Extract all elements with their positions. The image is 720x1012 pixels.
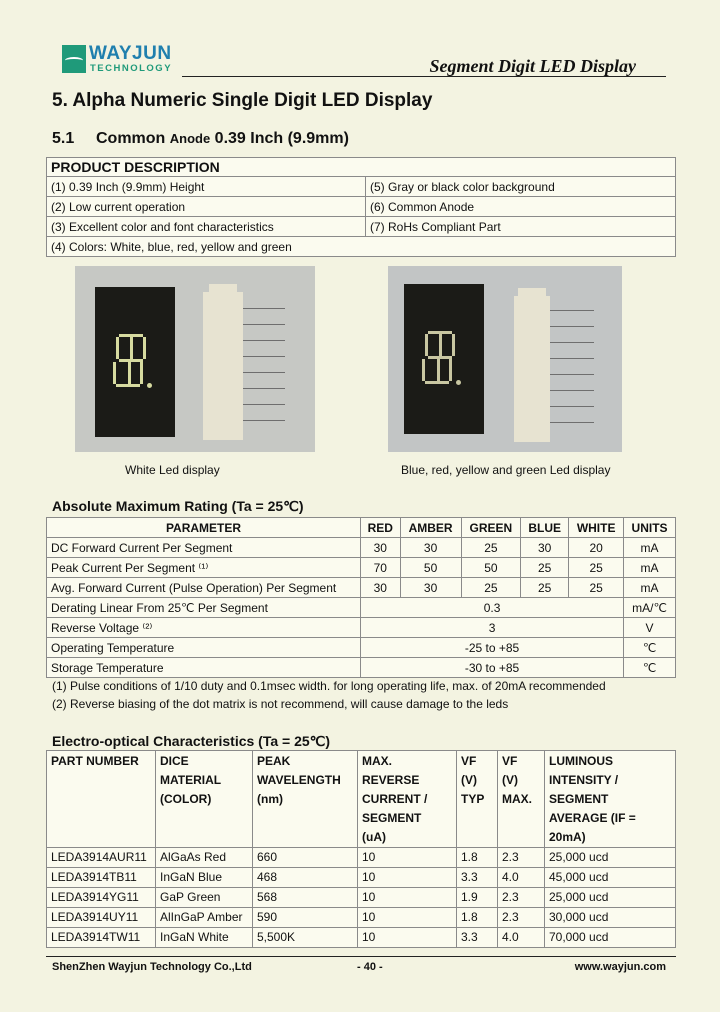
table-cell: 70 xyxy=(361,558,401,578)
column-header xyxy=(498,751,545,848)
product-description-heading: PRODUCT DESCRIPTION xyxy=(47,158,676,177)
table-header-row xyxy=(47,518,676,538)
header-line: MAX. xyxy=(502,792,532,806)
logo-subtitle: TECHNOLOGY xyxy=(90,63,173,74)
table-cell: Derating Linear From 25℃ Per Segment xyxy=(47,598,361,618)
table-cell: 30 xyxy=(400,538,461,558)
amr-title: Absolute Maximum Rating (Ta = 25℃) xyxy=(52,498,304,514)
table-cell: 3 xyxy=(361,618,624,638)
section-title: 5. Alpha Numeric Single Digit LED Display xyxy=(52,90,433,111)
table-cell: 30 xyxy=(361,538,401,558)
footer-url: www.wayjun.com xyxy=(574,961,666,973)
table-cell: 5,500K xyxy=(253,928,358,948)
subsection-text-a: Common xyxy=(96,130,170,147)
amr-note-1: (1) Pulse conditions of 1/10 duty and 0.1msec width. for long operating life, max. of 20mA recommended xyxy=(52,679,606,693)
table-row xyxy=(47,908,676,928)
table-row xyxy=(47,578,676,598)
header-divider xyxy=(182,76,666,77)
header-line: VF xyxy=(502,754,518,768)
table-cell: 2.3 xyxy=(498,888,545,908)
header-line: SEGMENT xyxy=(549,792,609,806)
table-row xyxy=(47,558,676,578)
table-cell: 10 xyxy=(358,928,457,948)
header-line: PART NUMBER xyxy=(51,754,139,768)
table-row xyxy=(47,888,676,908)
table-row xyxy=(47,598,676,618)
document-title: Segment Digit LED Display xyxy=(429,56,636,76)
subsection-text-b: Anode xyxy=(169,131,211,146)
table-cell: 30 xyxy=(521,538,569,558)
table-cell: 1.9 xyxy=(457,888,498,908)
header-line: MATERIAL xyxy=(160,773,222,787)
table-cell: 25,000 ucd xyxy=(545,888,676,908)
header-line: REVERSE xyxy=(362,773,420,787)
footer-page-number: - 40 - xyxy=(357,961,383,973)
table-cell: Avg. Forward Current (Pulse Operation) Per Segment xyxy=(47,578,361,598)
table-cell: AlGaAs Red xyxy=(156,848,253,868)
table-cell: Operating Temperature xyxy=(47,638,361,658)
column-header xyxy=(545,751,676,848)
table-cell: 25 xyxy=(461,538,521,558)
table-cell: 2.3 xyxy=(498,908,545,928)
electro-optical-table xyxy=(46,750,676,948)
header-line: DICE xyxy=(160,754,189,768)
table-cell: 1.8 xyxy=(457,848,498,868)
table-cell: (3) Excellent color and font characteristics xyxy=(47,217,366,237)
header-line: MAX. xyxy=(362,754,392,768)
table-row xyxy=(47,237,676,257)
table-cell: 10 xyxy=(358,868,457,888)
table-cell: LEDA3914AUR11 xyxy=(47,848,156,868)
table-cell: 25 xyxy=(521,578,569,598)
table-cell: mA xyxy=(624,558,676,578)
header-line: VF xyxy=(461,754,477,768)
led-display-side xyxy=(514,296,550,442)
table-cell: -30 to +85 xyxy=(361,658,624,678)
header-line: AVERAGE (IF = xyxy=(549,811,636,825)
photo-caption-color: Blue, red, yellow and green Led display xyxy=(401,463,611,477)
column-header xyxy=(47,751,156,848)
led-display-front xyxy=(95,287,175,437)
header-line: (COLOR) xyxy=(160,792,212,806)
table-cell: 25 xyxy=(569,578,624,598)
table-row xyxy=(47,658,676,678)
column-header: GREEN xyxy=(461,518,521,538)
table-cell: 660 xyxy=(253,848,358,868)
column-header: UNITS xyxy=(624,518,676,538)
table-cell: 45,000 ucd xyxy=(545,868,676,888)
table-cell: InGaN White xyxy=(156,928,253,948)
led-display-front xyxy=(404,284,484,434)
photo-caption-white: White Led display xyxy=(125,463,220,477)
header-line: CURRENT / xyxy=(362,792,428,806)
table-cell: 30,000 ucd xyxy=(545,908,676,928)
table-cell: 50 xyxy=(461,558,521,578)
footer-divider xyxy=(46,956,676,957)
table-cell: mA xyxy=(624,538,676,558)
table-cell: 10 xyxy=(358,888,457,908)
table-cell: Reverse Voltage ⁽²⁾ xyxy=(47,618,361,638)
logo-wave-icon xyxy=(62,45,86,73)
table-cell: 10 xyxy=(358,908,457,928)
column-header: AMBER xyxy=(400,518,461,538)
column-header: WHITE xyxy=(569,518,624,538)
table-cell: 10 xyxy=(358,848,457,868)
table-row xyxy=(47,928,676,948)
eoc-title: Electro-optical Characteristics (Ta = 25℃) xyxy=(52,733,331,749)
table-cell: 50 xyxy=(400,558,461,578)
column-header xyxy=(457,751,498,848)
table-row xyxy=(47,538,676,558)
footer-company: ShenZhen Wayjun Technology Co.,Ltd xyxy=(52,961,252,973)
table-cell: (5) Gray or black color background xyxy=(366,177,676,197)
table-cell: 4.0 xyxy=(498,868,545,888)
table-cell: GaP Green xyxy=(156,888,253,908)
table-cell: 3.3 xyxy=(457,928,498,948)
table-cell: 30 xyxy=(361,578,401,598)
table-cell: 1.8 xyxy=(457,908,498,928)
table-cell: 0.3 xyxy=(361,598,624,618)
white-led-photo xyxy=(75,266,315,452)
column-header: RED xyxy=(361,518,401,538)
column-header xyxy=(156,751,253,848)
table-row xyxy=(47,618,676,638)
table-cell: 590 xyxy=(253,908,358,928)
table-cell: AlInGaP Amber xyxy=(156,908,253,928)
company-logo xyxy=(62,43,182,75)
header-line: SEGMENT xyxy=(362,811,422,825)
header-line: 20mA) xyxy=(549,830,586,844)
table-header-row xyxy=(47,751,676,848)
table-cell: 25 xyxy=(521,558,569,578)
column-header: PARAMETER xyxy=(47,518,361,538)
header-line: LUMINOUS xyxy=(549,754,613,768)
header-line: WAVELENGTH xyxy=(257,773,341,787)
table-cell: LEDA3914TB11 xyxy=(47,868,156,888)
led-display-side xyxy=(203,292,243,440)
table-cell: -25 to +85 xyxy=(361,638,624,658)
table-cell: 568 xyxy=(253,888,358,908)
table-cell: Peak Current Per Segment ⁽¹⁾ xyxy=(47,558,361,578)
header-line: TYP xyxy=(461,792,485,806)
table-cell: 25,000 ucd xyxy=(545,848,676,868)
table-cell: ℃ xyxy=(624,638,676,658)
table-cell: 30 xyxy=(400,578,461,598)
header-line: (nm) xyxy=(257,792,283,806)
subsection-number: 5.1 xyxy=(52,130,75,147)
table-cell: 25 xyxy=(461,578,521,598)
header-line: (uA) xyxy=(362,830,386,844)
table-cell: 468 xyxy=(253,868,358,888)
table-cell: 20 xyxy=(569,538,624,558)
column-header xyxy=(253,751,358,848)
table-cell: mA/℃ xyxy=(624,598,676,618)
table-cell: DC Forward Current Per Segment xyxy=(47,538,361,558)
table-row xyxy=(47,197,676,217)
subsection-title xyxy=(52,130,349,148)
header-line: PEAK xyxy=(257,754,291,768)
table-row xyxy=(47,217,676,237)
table-row xyxy=(47,177,676,197)
column-header xyxy=(358,751,457,848)
table-cell: (7) RoHs Compliant Part xyxy=(366,217,676,237)
table-cell: (4) Colors: White, blue, red, yellow and green xyxy=(47,237,676,257)
table-cell: 3.3 xyxy=(457,868,498,888)
table-cell: (2) Low current operation xyxy=(47,197,366,217)
table-cell: (1) 0.39 Inch (9.9mm) Height xyxy=(47,177,366,197)
table-cell: LEDA3914UY11 xyxy=(47,908,156,928)
table-cell: 70,000 ucd xyxy=(545,928,676,948)
table-row xyxy=(47,638,676,658)
absolute-maximum-rating-table xyxy=(46,517,676,678)
table-cell: InGaN Blue xyxy=(156,868,253,888)
table-cell: LEDA3914TW11 xyxy=(47,928,156,948)
table-cell: 4.0 xyxy=(498,928,545,948)
table-cell: mA xyxy=(624,578,676,598)
table-row xyxy=(47,848,676,868)
color-led-photo xyxy=(388,266,622,452)
amr-note-2: (2) Reverse biasing of the dot matrix is not recommend, will cause damage to the leds xyxy=(52,697,509,711)
table-cell: 2.3 xyxy=(498,848,545,868)
logo-name: WAYJUN xyxy=(89,43,172,64)
table-cell: LEDA3914YG11 xyxy=(47,888,156,908)
header-line: (V) xyxy=(461,773,477,787)
table-cell: (6) Common Anode xyxy=(366,197,676,217)
header-line: INTENSITY / xyxy=(549,773,619,787)
table-cell: V xyxy=(624,618,676,638)
header-line: (V) xyxy=(502,773,518,787)
column-header: BLUE xyxy=(521,518,569,538)
product-description-table xyxy=(46,157,676,257)
table-row xyxy=(47,868,676,888)
table-cell: 25 xyxy=(569,558,624,578)
table-cell: Storage Temperature xyxy=(47,658,361,678)
table-cell: ℃ xyxy=(624,658,676,678)
subsection-text-c: 0.39 Inch (9.9mm) xyxy=(210,130,349,147)
